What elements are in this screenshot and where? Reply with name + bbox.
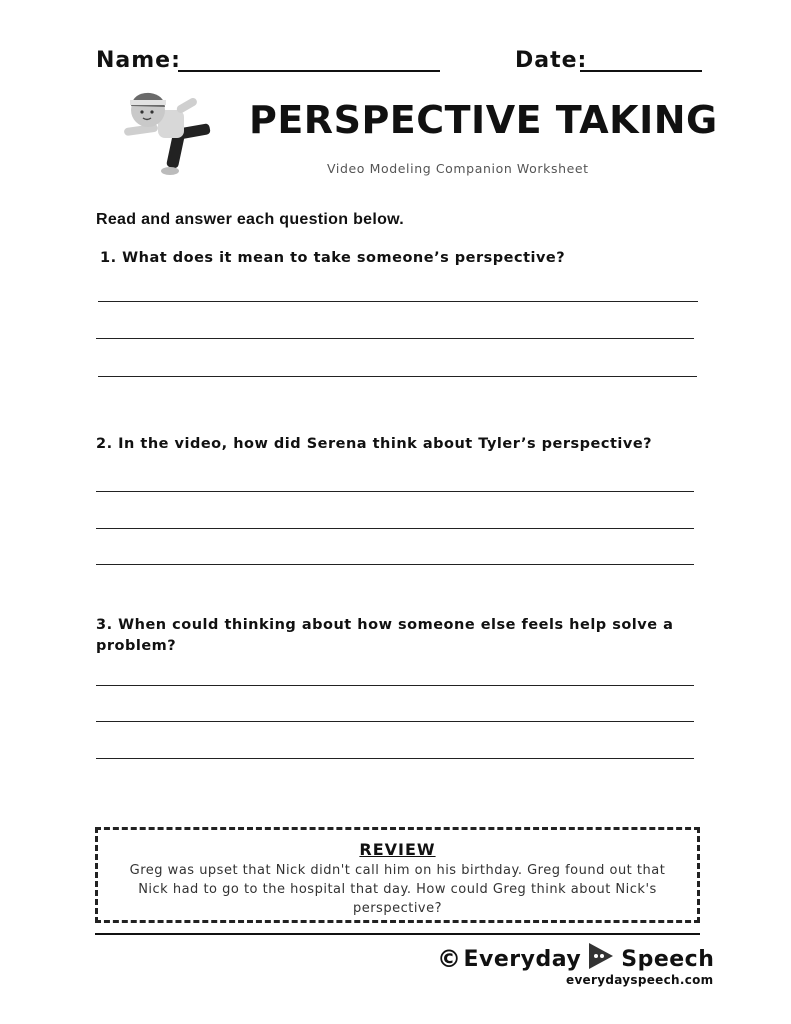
name-field-line[interactable] (178, 70, 440, 72)
answer-line-1b[interactable] (96, 338, 694, 339)
answer-line-2b[interactable] (96, 528, 694, 529)
review-box (95, 827, 700, 923)
page-subtitle: Video Modeling Companion Worksheet (327, 161, 589, 176)
page-title: PERSPECTIVE TAKING (249, 98, 718, 142)
review-text: Greg was upset that Nick didn't call him on his birthday. Greg found out that Nick had to go to the hospital that day. How could Greg think about Nick's perspective? (129, 863, 666, 916)
name-label: Name: (96, 48, 181, 73)
answer-line-1c[interactable] (98, 376, 697, 377)
date-label: Date: (515, 48, 588, 73)
question-2: 2. In the video, how did Serena think about Tyler’s perspective? (96, 436, 653, 452)
copyright-symbol: © (437, 945, 462, 973)
question-1: 1. What does it mean to take someone’s perspective? (100, 250, 566, 266)
review-title: REVIEW (359, 840, 436, 859)
answer-line-1a[interactable] (98, 301, 698, 302)
brand-url[interactable]: everydayspeech.com (566, 973, 714, 987)
answer-line-2c[interactable] (96, 564, 694, 565)
speech-bubble-icon (587, 941, 615, 977)
footer-divider (95, 933, 700, 935)
brand-word-speech: Speech (621, 946, 715, 972)
date-field-line[interactable] (580, 70, 702, 72)
answer-line-2a[interactable] (96, 491, 694, 492)
brand-logo (437, 941, 714, 977)
brand-word-everyday: Everyday (463, 946, 582, 972)
answer-line-3c[interactable] (96, 758, 694, 759)
karate-kid-illustration (118, 88, 218, 180)
answer-line-3b[interactable] (96, 721, 694, 722)
answer-line-3a[interactable] (96, 685, 694, 686)
question-3: 3. When could thinking about how someone else feels help solve a problem? (96, 617, 674, 654)
instructions: Read and answer each question below. (96, 211, 405, 228)
